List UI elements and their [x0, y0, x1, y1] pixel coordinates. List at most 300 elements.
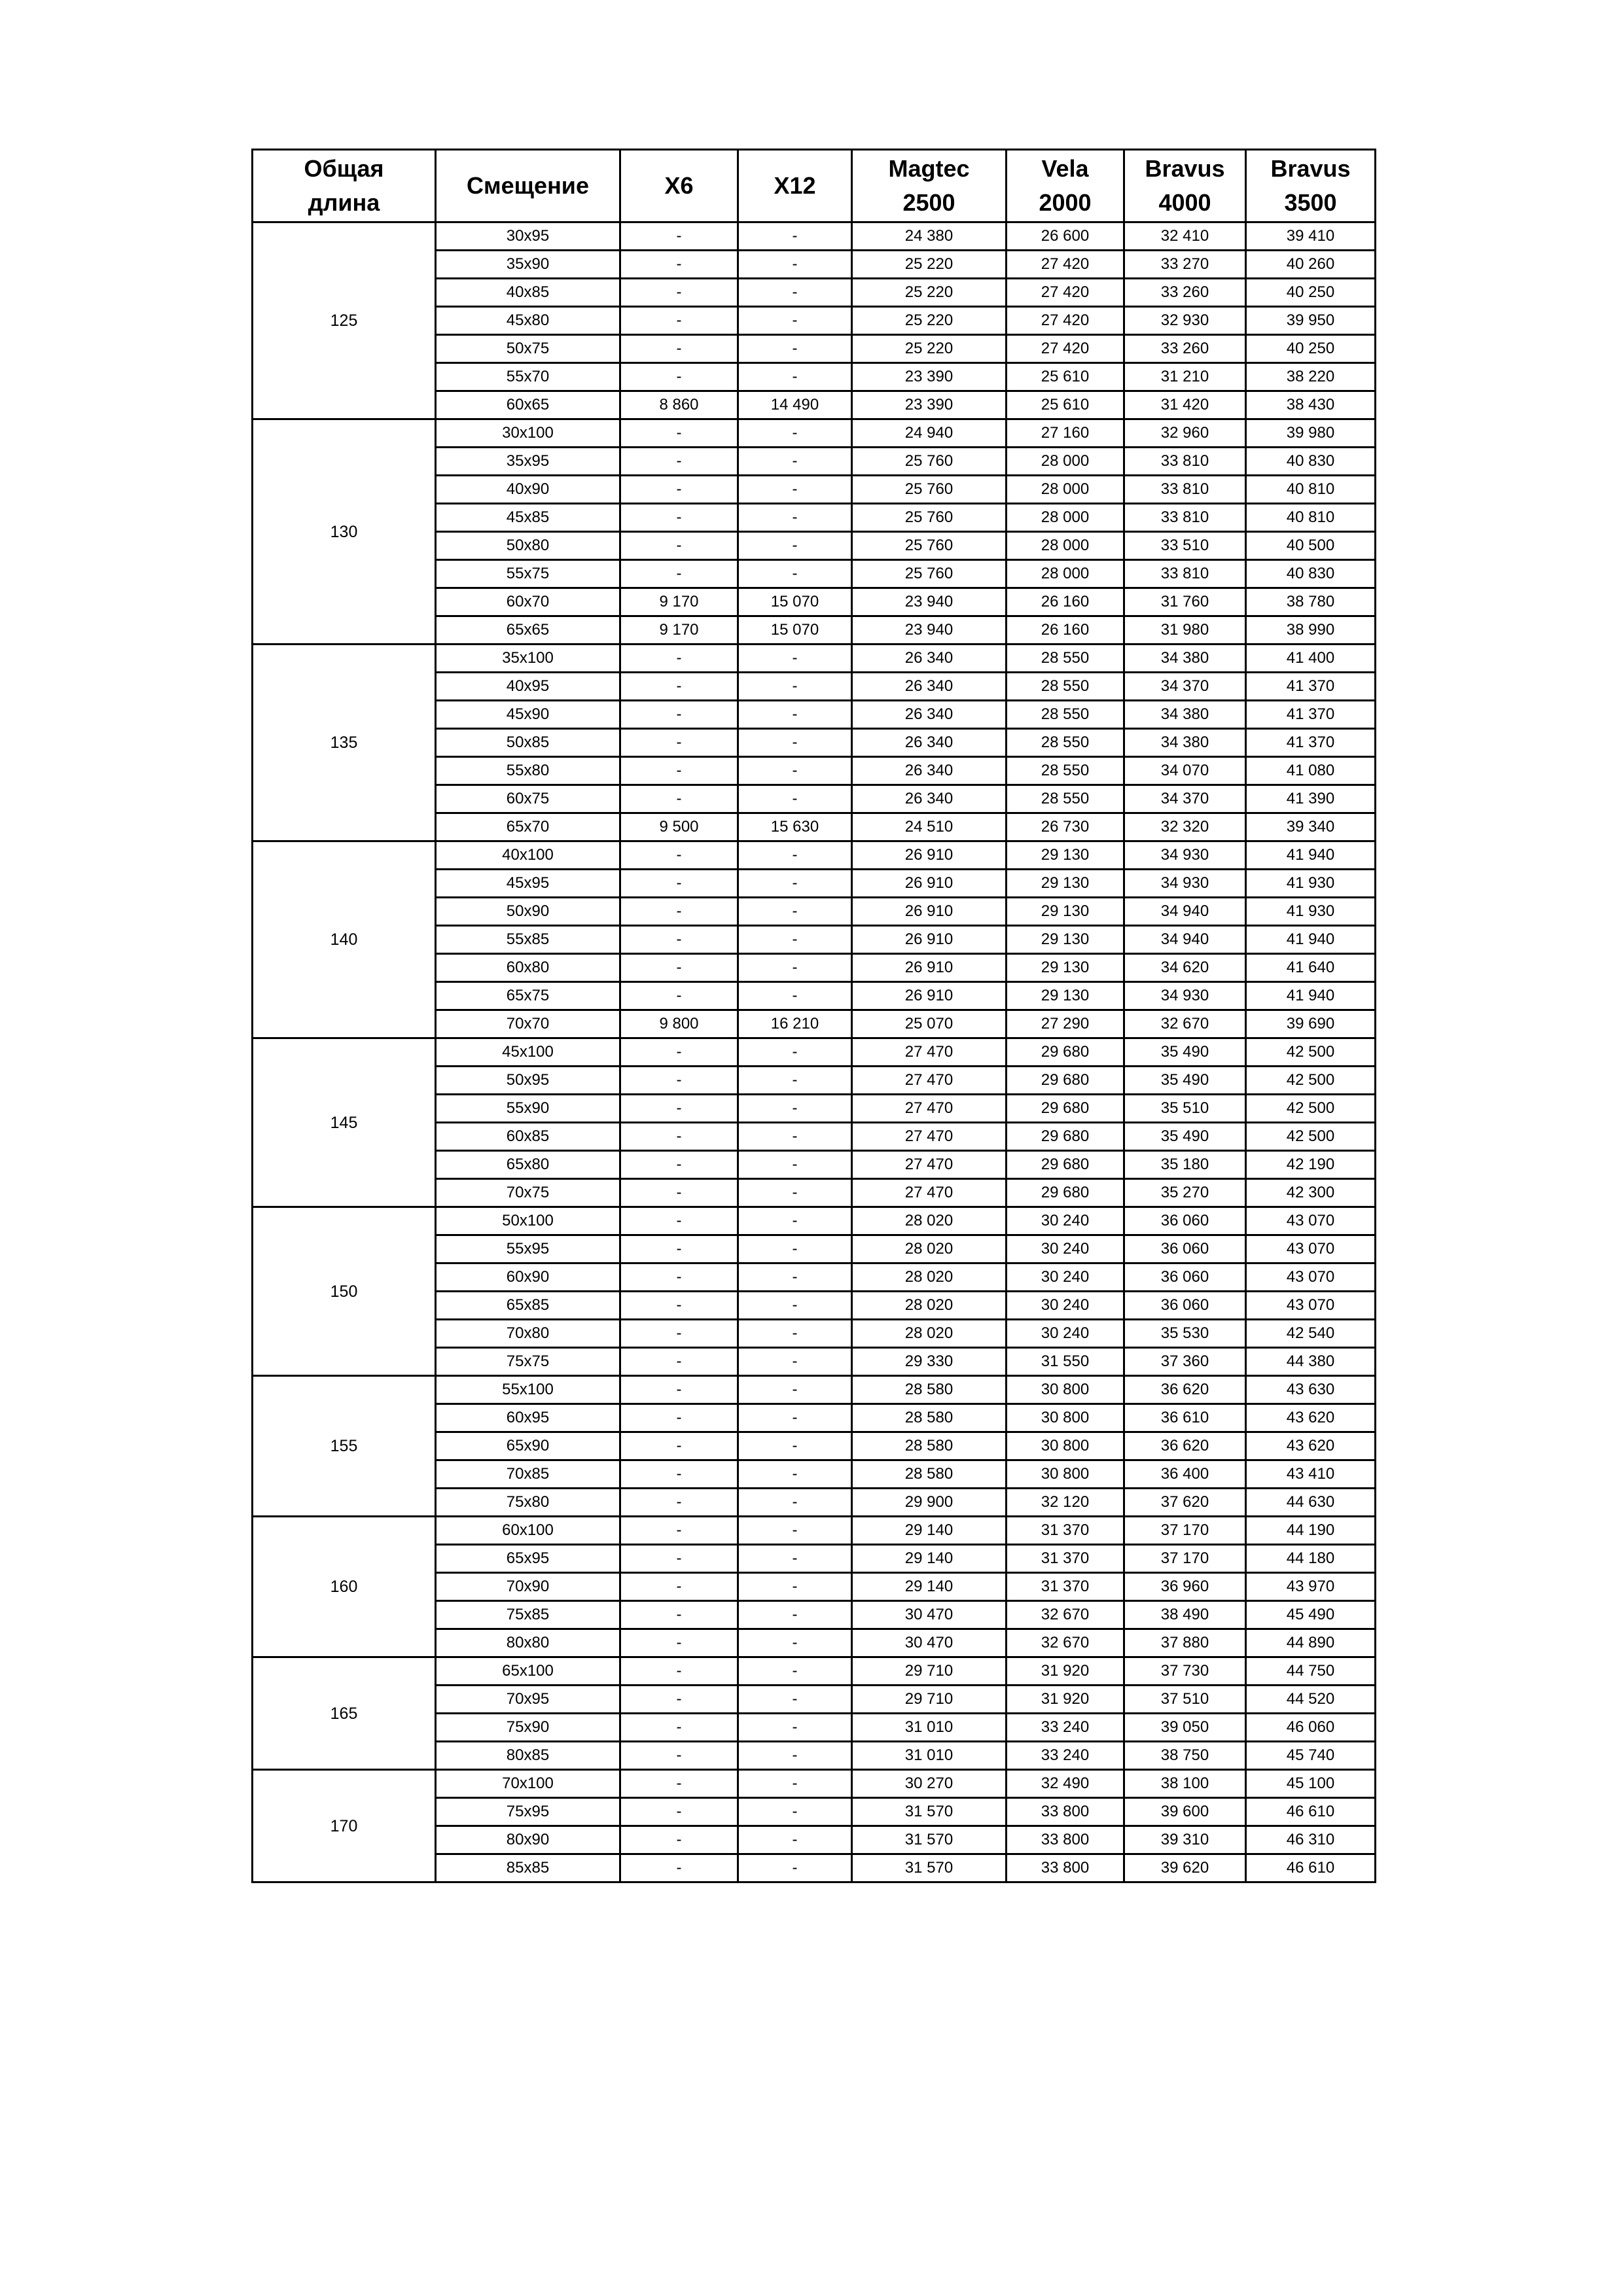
x12-cell: -	[738, 1573, 852, 1601]
x12-cell: -	[738, 982, 852, 1010]
bravus-3500-cell: 46 310	[1246, 1826, 1376, 1854]
x6-cell: -	[620, 982, 738, 1010]
vela-2000-cell: 26 600	[1007, 222, 1124, 251]
bravus-3500-cell: 40 830	[1246, 560, 1376, 588]
vela-2000-cell: 26 160	[1007, 616, 1124, 645]
magtec-2500-cell: 29 900	[852, 1489, 1007, 1517]
magtec-2500-cell: 28 580	[852, 1460, 1007, 1489]
magtec-2500-cell: 24 510	[852, 813, 1007, 841]
magtec-2500-cell: 25 760	[852, 448, 1007, 476]
vela-2000-cell: 32 120	[1007, 1489, 1124, 1517]
table-row	[253, 1770, 1376, 1798]
bravus-4000-cell: 37 360	[1124, 1348, 1246, 1376]
bravus-4000-cell: 32 410	[1124, 222, 1246, 251]
magtec-2500-cell: 29 710	[852, 1657, 1007, 1686]
bravus-4000-cell: 39 310	[1124, 1826, 1246, 1854]
table-row	[253, 1657, 1376, 1686]
offset-cell: 35x90	[436, 251, 620, 279]
offset-cell: 45x95	[436, 870, 620, 898]
vela-2000-cell: 27 420	[1007, 279, 1124, 307]
magtec-2500-cell: 30 270	[852, 1770, 1007, 1798]
x12-cell: -	[738, 1798, 852, 1826]
bravus-4000-cell: 34 930	[1124, 982, 1246, 1010]
offset-cell: 75x80	[436, 1489, 620, 1517]
total-length-cell: 160	[253, 1517, 436, 1657]
offset-cell: 30x100	[436, 419, 620, 448]
x6-cell: -	[620, 1235, 738, 1263]
bravus-3500-cell: 44 190	[1246, 1517, 1376, 1545]
magtec-2500-cell: 25 760	[852, 560, 1007, 588]
x12-cell: -	[738, 1038, 852, 1067]
x6-cell: -	[620, 841, 738, 870]
x6-cell: -	[620, 251, 738, 279]
offset-cell: 40x90	[436, 476, 620, 504]
table-row	[253, 1517, 1376, 1545]
offset-cell: 40x95	[436, 673, 620, 701]
x12-cell: -	[738, 1123, 852, 1151]
bravus-4000-cell: 33 510	[1124, 532, 1246, 560]
bravus-4000-cell: 33 810	[1124, 504, 1246, 532]
offset-cell: 50x85	[436, 729, 620, 757]
vela-2000-cell: 30 240	[1007, 1320, 1124, 1348]
vela-2000-cell: 28 000	[1007, 532, 1124, 560]
bravus-3500-cell: 42 500	[1246, 1038, 1376, 1067]
offset-cell: 65x65	[436, 616, 620, 645]
bravus-3500-cell: 46 610	[1246, 1798, 1376, 1826]
offset-cell: 80x85	[436, 1742, 620, 1770]
offset-cell: 60x85	[436, 1123, 620, 1151]
x12-cell: -	[738, 1348, 852, 1376]
magtec-2500-cell: 26 340	[852, 701, 1007, 729]
x12-cell: -	[738, 222, 852, 251]
vela-2000-cell: 33 800	[1007, 1854, 1124, 1882]
bravus-3500-cell: 42 540	[1246, 1320, 1376, 1348]
offset-cell: 55x80	[436, 757, 620, 785]
x12-cell: -	[738, 448, 852, 476]
vela-2000-cell: 27 420	[1007, 251, 1124, 279]
magtec-2500-cell: 26 340	[852, 729, 1007, 757]
bravus-3500-cell: 41 930	[1246, 870, 1376, 898]
bravus-4000-cell: 36 620	[1124, 1376, 1246, 1404]
offset-cell: 60x75	[436, 785, 620, 813]
bravus-4000-cell: 37 730	[1124, 1657, 1246, 1686]
table-row	[253, 841, 1376, 870]
bravus-3500-cell: 43 620	[1246, 1432, 1376, 1460]
magtec-2500-cell: 26 340	[852, 757, 1007, 785]
bravus-4000-cell: 36 620	[1124, 1432, 1246, 1460]
vela-2000-cell: 31 920	[1007, 1657, 1124, 1686]
total-length-cell: 165	[253, 1657, 436, 1770]
x6-cell: -	[620, 1404, 738, 1432]
bravus-3500-cell: 41 080	[1246, 757, 1376, 785]
x6-cell: -	[620, 1151, 738, 1179]
x6-cell: -	[620, 1067, 738, 1095]
offset-cell: 75x85	[436, 1601, 620, 1629]
x12-cell: 14 490	[738, 391, 852, 419]
offset-cell: 45x90	[436, 701, 620, 729]
vela-2000-cell: 30 240	[1007, 1292, 1124, 1320]
vela-2000-cell: 28 550	[1007, 645, 1124, 673]
magtec-2500-cell: 28 020	[852, 1235, 1007, 1263]
bravus-4000-cell: 34 070	[1124, 757, 1246, 785]
x12-cell: -	[738, 926, 852, 954]
magtec-2500-cell: 26 910	[852, 954, 1007, 982]
x12-cell: -	[738, 335, 852, 363]
vela-2000-cell: 30 800	[1007, 1404, 1124, 1432]
magtec-2500-cell: 26 910	[852, 870, 1007, 898]
x12-cell: -	[738, 476, 852, 504]
offset-cell: 75x75	[436, 1348, 620, 1376]
bravus-3500-cell: 43 630	[1246, 1376, 1376, 1404]
bravus-3500-cell: 41 940	[1246, 841, 1376, 870]
offset-cell: 40x100	[436, 841, 620, 870]
x6-cell: 9 500	[620, 813, 738, 841]
bravus-4000-cell: 36 060	[1124, 1235, 1246, 1263]
x12-cell: -	[738, 419, 852, 448]
bravus-4000-cell: 33 260	[1124, 279, 1246, 307]
bravus-3500-cell: 43 410	[1246, 1460, 1376, 1489]
bravus-3500-cell: 40 260	[1246, 251, 1376, 279]
bravus-3500-cell: 42 500	[1246, 1095, 1376, 1123]
bravus-3500-cell: 39 410	[1246, 222, 1376, 251]
x6-cell: -	[620, 1263, 738, 1292]
header-bravus-4000: Bravus 4000	[1124, 150, 1246, 222]
price-table	[251, 149, 1376, 1883]
vela-2000-cell: 27 290	[1007, 1010, 1124, 1038]
bravus-3500-cell: 44 520	[1246, 1686, 1376, 1714]
vela-2000-cell: 31 370	[1007, 1545, 1124, 1573]
x12-cell: -	[738, 307, 852, 335]
bravus-4000-cell: 33 260	[1124, 335, 1246, 363]
vela-2000-cell: 31 920	[1007, 1686, 1124, 1714]
magtec-2500-cell: 31 570	[852, 1798, 1007, 1826]
x12-cell: -	[738, 1095, 852, 1123]
x12-cell: -	[738, 1601, 852, 1629]
x12-cell: -	[738, 1517, 852, 1545]
bravus-4000-cell: 34 380	[1124, 645, 1246, 673]
bravus-3500-cell: 43 070	[1246, 1235, 1376, 1263]
bravus-4000-cell: 34 370	[1124, 673, 1246, 701]
magtec-2500-cell: 27 470	[852, 1123, 1007, 1151]
bravus-3500-cell: 39 980	[1246, 419, 1376, 448]
offset-cell: 35x100	[436, 645, 620, 673]
bravus-4000-cell: 34 620	[1124, 954, 1246, 982]
bravus-4000-cell: 39 620	[1124, 1854, 1246, 1882]
x6-cell: -	[620, 898, 738, 926]
bravus-3500-cell: 45 740	[1246, 1742, 1376, 1770]
bravus-3500-cell: 43 070	[1246, 1263, 1376, 1292]
bravus-3500-cell: 46 060	[1246, 1714, 1376, 1742]
bravus-3500-cell: 41 930	[1246, 898, 1376, 926]
bravus-4000-cell: 37 170	[1124, 1517, 1246, 1545]
bravus-4000-cell: 37 620	[1124, 1489, 1246, 1517]
bravus-3500-cell: 41 400	[1246, 645, 1376, 673]
x12-cell: -	[738, 363, 852, 391]
magtec-2500-cell: 25 220	[852, 307, 1007, 335]
x6-cell: -	[620, 1179, 738, 1207]
magtec-2500-cell: 29 140	[852, 1573, 1007, 1601]
x12-cell: -	[738, 1742, 852, 1770]
bravus-4000-cell: 33 810	[1124, 476, 1246, 504]
bravus-3500-cell: 42 500	[1246, 1123, 1376, 1151]
bravus-3500-cell: 40 830	[1246, 448, 1376, 476]
offset-cell: 50x90	[436, 898, 620, 926]
x12-cell: -	[738, 279, 852, 307]
x12-cell: 15 070	[738, 588, 852, 616]
magtec-2500-cell: 28 580	[852, 1376, 1007, 1404]
bravus-4000-cell: 35 510	[1124, 1095, 1246, 1123]
x12-cell: -	[738, 1179, 852, 1207]
total-length-cell: 125	[253, 222, 436, 419]
bravus-4000-cell: 32 320	[1124, 813, 1246, 841]
x6-cell: -	[620, 729, 738, 757]
bravus-3500-cell: 42 300	[1246, 1179, 1376, 1207]
bravus-4000-cell: 34 940	[1124, 898, 1246, 926]
header-magtec-2500: Magtec 2500	[852, 150, 1007, 222]
vela-2000-cell: 30 240	[1007, 1263, 1124, 1292]
bravus-3500-cell: 38 220	[1246, 363, 1376, 391]
offset-cell: 65x80	[436, 1151, 620, 1179]
x6-cell: -	[620, 1573, 738, 1601]
bravus-4000-cell: 37 170	[1124, 1545, 1246, 1573]
x6-cell: -	[620, 1517, 738, 1545]
bravus-4000-cell: 36 060	[1124, 1263, 1246, 1292]
offset-cell: 30x95	[436, 222, 620, 251]
vela-2000-cell: 32 670	[1007, 1601, 1124, 1629]
vela-2000-cell: 28 550	[1007, 785, 1124, 813]
offset-cell: 65x100	[436, 1657, 620, 1686]
vela-2000-cell: 29 130	[1007, 841, 1124, 870]
magtec-2500-cell: 25 760	[852, 532, 1007, 560]
x6-cell: -	[620, 1826, 738, 1854]
offset-cell: 60x80	[436, 954, 620, 982]
offset-cell: 60x95	[436, 1404, 620, 1432]
x6-cell: -	[620, 701, 738, 729]
x6-cell: -	[620, 785, 738, 813]
x6-cell: -	[620, 1207, 738, 1235]
x12-cell: -	[738, 645, 852, 673]
header-x6: X6	[620, 150, 738, 222]
x6-cell: -	[620, 1460, 738, 1489]
vela-2000-cell: 25 610	[1007, 363, 1124, 391]
bravus-4000-cell: 32 670	[1124, 1010, 1246, 1038]
x12-cell: -	[738, 1714, 852, 1742]
bravus-3500-cell: 44 630	[1246, 1489, 1376, 1517]
bravus-3500-cell: 43 620	[1246, 1404, 1376, 1432]
x12-cell: -	[738, 1292, 852, 1320]
bravus-3500-cell: 39 690	[1246, 1010, 1376, 1038]
bravus-4000-cell: 39 600	[1124, 1798, 1246, 1826]
x12-cell: -	[738, 1376, 852, 1404]
vela-2000-cell: 31 370	[1007, 1573, 1124, 1601]
vela-2000-cell: 33 240	[1007, 1714, 1124, 1742]
total-length-cell: 150	[253, 1207, 436, 1376]
vela-2000-cell: 30 240	[1007, 1235, 1124, 1263]
bravus-3500-cell: 44 750	[1246, 1657, 1376, 1686]
magtec-2500-cell: 23 390	[852, 363, 1007, 391]
bravus-4000-cell: 39 050	[1124, 1714, 1246, 1742]
offset-cell: 50x80	[436, 532, 620, 560]
x12-cell: -	[738, 757, 852, 785]
magtec-2500-cell: 27 470	[852, 1179, 1007, 1207]
offset-cell: 75x95	[436, 1798, 620, 1826]
vela-2000-cell: 29 130	[1007, 898, 1124, 926]
offset-cell: 70x85	[436, 1460, 620, 1489]
table-body	[253, 222, 1376, 1882]
vela-2000-cell: 25 610	[1007, 391, 1124, 419]
x12-cell: -	[738, 701, 852, 729]
x12-cell: -	[738, 1686, 852, 1714]
vela-2000-cell: 29 130	[1007, 926, 1124, 954]
bravus-3500-cell: 38 430	[1246, 391, 1376, 419]
magtec-2500-cell: 27 470	[852, 1095, 1007, 1123]
offset-cell: 60x65	[436, 391, 620, 419]
vela-2000-cell: 28 000	[1007, 504, 1124, 532]
x12-cell: -	[738, 1489, 852, 1517]
vela-2000-cell: 27 420	[1007, 335, 1124, 363]
offset-cell: 55x95	[436, 1235, 620, 1263]
x6-cell: -	[620, 1038, 738, 1067]
bravus-3500-cell: 41 640	[1246, 954, 1376, 982]
vela-2000-cell: 28 550	[1007, 757, 1124, 785]
table-row	[253, 1207, 1376, 1235]
x6-cell: -	[620, 504, 738, 532]
x6-cell: -	[620, 1348, 738, 1376]
offset-cell: 70x75	[436, 1179, 620, 1207]
vela-2000-cell: 31 550	[1007, 1348, 1124, 1376]
bravus-3500-cell: 42 190	[1246, 1151, 1376, 1179]
bravus-4000-cell: 31 760	[1124, 588, 1246, 616]
x6-cell: -	[620, 1742, 738, 1770]
x6-cell: 9 170	[620, 616, 738, 645]
magtec-2500-cell: 29 140	[852, 1545, 1007, 1573]
bravus-3500-cell: 44 180	[1246, 1545, 1376, 1573]
bravus-4000-cell: 31 980	[1124, 616, 1246, 645]
x12-cell: -	[738, 532, 852, 560]
offset-cell: 60x100	[436, 1517, 620, 1545]
bravus-4000-cell: 35 490	[1124, 1038, 1246, 1067]
offset-cell: 75x90	[436, 1714, 620, 1742]
bravus-4000-cell: 35 180	[1124, 1151, 1246, 1179]
bravus-3500-cell: 43 070	[1246, 1207, 1376, 1235]
magtec-2500-cell: 25 220	[852, 251, 1007, 279]
x6-cell: 9 170	[620, 588, 738, 616]
bravus-4000-cell: 37 880	[1124, 1629, 1246, 1657]
offset-cell: 70x95	[436, 1686, 620, 1714]
x12-cell: -	[738, 504, 852, 532]
total-length-cell: 155	[253, 1376, 436, 1517]
bravus-3500-cell: 41 370	[1246, 701, 1376, 729]
x12-cell: -	[738, 1067, 852, 1095]
offset-cell: 70x70	[436, 1010, 620, 1038]
vela-2000-cell: 29 130	[1007, 954, 1124, 982]
bravus-4000-cell: 33 810	[1124, 560, 1246, 588]
x12-cell: -	[738, 251, 852, 279]
x6-cell: -	[620, 1686, 738, 1714]
offset-cell: 45x100	[436, 1038, 620, 1067]
bravus-3500-cell: 40 250	[1246, 279, 1376, 307]
x12-cell: -	[738, 1432, 852, 1460]
offset-cell: 60x90	[436, 1263, 620, 1292]
x6-cell: -	[620, 1489, 738, 1517]
x12-cell: -	[738, 1207, 852, 1235]
x6-cell: -	[620, 1798, 738, 1826]
magtec-2500-cell: 29 710	[852, 1686, 1007, 1714]
x12-cell: -	[738, 1826, 852, 1854]
magtec-2500-cell: 25 220	[852, 279, 1007, 307]
x12-cell: 16 210	[738, 1010, 852, 1038]
offset-cell: 55x90	[436, 1095, 620, 1123]
magtec-2500-cell: 29 140	[852, 1517, 1007, 1545]
vela-2000-cell: 29 680	[1007, 1151, 1124, 1179]
x12-cell: -	[738, 1854, 852, 1882]
bravus-4000-cell: 32 930	[1124, 307, 1246, 335]
offset-cell: 65x70	[436, 813, 620, 841]
vela-2000-cell: 29 680	[1007, 1123, 1124, 1151]
vela-2000-cell: 30 800	[1007, 1460, 1124, 1489]
vela-2000-cell: 28 000	[1007, 560, 1124, 588]
magtec-2500-cell: 25 760	[852, 504, 1007, 532]
bravus-3500-cell: 41 390	[1246, 785, 1376, 813]
x12-cell: -	[738, 1545, 852, 1573]
bravus-4000-cell: 34 940	[1124, 926, 1246, 954]
x12-cell: -	[738, 1151, 852, 1179]
x12-cell: -	[738, 1263, 852, 1292]
bravus-4000-cell: 35 530	[1124, 1320, 1246, 1348]
x12-cell: -	[738, 1629, 852, 1657]
bravus-3500-cell: 45 490	[1246, 1601, 1376, 1629]
x12-cell: -	[738, 870, 852, 898]
vela-2000-cell: 29 130	[1007, 870, 1124, 898]
x6-cell: -	[620, 673, 738, 701]
magtec-2500-cell: 31 570	[852, 1854, 1007, 1882]
bravus-3500-cell: 42 500	[1246, 1067, 1376, 1095]
header-row	[253, 150, 1376, 222]
magtec-2500-cell: 23 940	[852, 616, 1007, 645]
total-length-cell: 130	[253, 419, 436, 645]
offset-cell: 50x100	[436, 1207, 620, 1235]
bravus-4000-cell: 38 750	[1124, 1742, 1246, 1770]
offset-cell: 70x100	[436, 1770, 620, 1798]
bravus-4000-cell: 33 270	[1124, 251, 1246, 279]
header-bravus-3500: Bravus 3500	[1246, 150, 1376, 222]
vela-2000-cell: 32 670	[1007, 1629, 1124, 1657]
x12-cell: -	[738, 1460, 852, 1489]
bravus-4000-cell: 34 380	[1124, 729, 1246, 757]
magtec-2500-cell: 26 910	[852, 926, 1007, 954]
bravus-3500-cell: 41 370	[1246, 673, 1376, 701]
x12-cell: -	[738, 1657, 852, 1686]
vela-2000-cell: 29 680	[1007, 1038, 1124, 1067]
magtec-2500-cell: 28 020	[852, 1320, 1007, 1348]
offset-cell: 70x80	[436, 1320, 620, 1348]
x6-cell: -	[620, 926, 738, 954]
bravus-3500-cell: 44 890	[1246, 1629, 1376, 1657]
magtec-2500-cell: 23 940	[852, 588, 1007, 616]
bravus-3500-cell: 44 380	[1246, 1348, 1376, 1376]
offset-cell: 65x95	[436, 1545, 620, 1573]
bravus-3500-cell: 38 780	[1246, 588, 1376, 616]
offset-cell: 85x85	[436, 1854, 620, 1882]
x12-cell: -	[738, 785, 852, 813]
vela-2000-cell: 27 160	[1007, 419, 1124, 448]
x6-cell: -	[620, 335, 738, 363]
vela-2000-cell: 28 550	[1007, 729, 1124, 757]
magtec-2500-cell: 28 020	[852, 1292, 1007, 1320]
bravus-4000-cell: 32 960	[1124, 419, 1246, 448]
bravus-4000-cell: 34 930	[1124, 841, 1246, 870]
bravus-4000-cell: 37 510	[1124, 1686, 1246, 1714]
